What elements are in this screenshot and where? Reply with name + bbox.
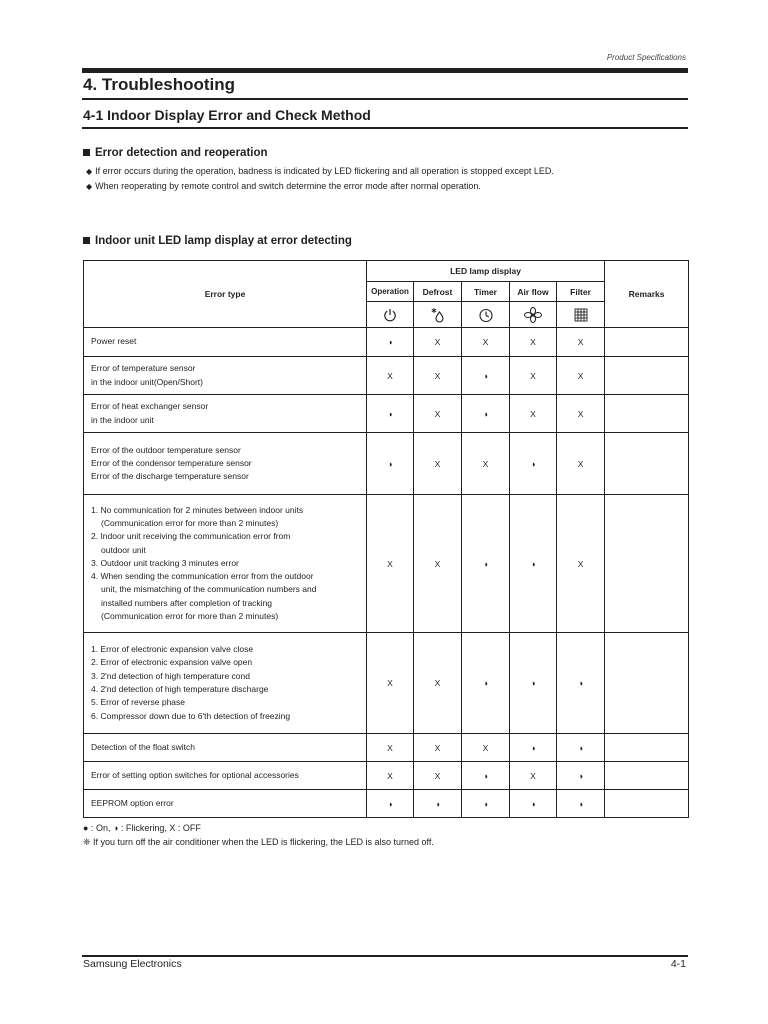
led-state-cell: X	[414, 433, 462, 495]
led-state-cell: X	[414, 328, 462, 357]
fan-icon	[510, 302, 557, 328]
led-state-cell: X	[462, 433, 510, 495]
error-type-line: Error of setting option switches for optional accessories	[91, 769, 299, 780]
table-row	[84, 495, 689, 633]
error-type-cell	[84, 790, 367, 818]
error-type-line: installed numbers after completion of tracking	[101, 597, 273, 608]
error-type-line: EEPROM option error	[91, 797, 174, 808]
col-remarks: Remarks	[605, 261, 689, 328]
led-state-cell: X	[367, 357, 414, 395]
error-type-line: in the indoor unit	[91, 414, 154, 425]
error-type-cell	[84, 762, 367, 790]
led-state-cell: X	[510, 328, 557, 357]
footer-rule	[82, 955, 688, 957]
led-state-cell: X	[557, 495, 605, 633]
led-state-cell: X	[557, 395, 605, 433]
table-row	[84, 633, 689, 734]
remarks-cell	[605, 762, 689, 790]
error-type-line: outdoor unit	[101, 544, 146, 555]
led-state-cell: ◑	[414, 790, 462, 818]
page-title: 4. Troubleshooting	[83, 75, 236, 94]
error-type-line: Error of heat exchanger sensor	[91, 401, 209, 412]
led-state-cell: X	[414, 495, 462, 633]
col-airflow: Air flow	[510, 282, 557, 302]
error-type-line: 2. Indoor unit receiving the communication error from	[91, 531, 291, 542]
table-row	[84, 790, 689, 818]
table-row	[84, 328, 689, 357]
led-state-cell: X	[557, 357, 605, 395]
diamond-bullet-icon: ◆	[86, 167, 93, 176]
led-state-cell: ◑	[510, 734, 557, 762]
led-state-cell: ◑	[462, 633, 510, 734]
error-type-cell	[84, 395, 367, 433]
led-state-cell: X	[367, 633, 414, 734]
note: ❈ If you turn off the air conditioner when the LED is flickering, the LED is also turned off.	[83, 837, 434, 847]
table-row	[84, 433, 689, 495]
section-rule	[82, 127, 688, 129]
led-state-cell: X	[510, 357, 557, 395]
error-type-line: Error of the outdoor temperature sensor	[91, 444, 241, 455]
bullet-item: ◆ If error occurs during the operation, badness is indicated by LED flickering and all operation is stopped except LED.	[86, 166, 554, 176]
error-type-line: in the indoor unit(Open/Short)	[91, 376, 203, 387]
error-type-cell	[84, 734, 367, 762]
error-type-line: Error of temperature sensor	[91, 363, 196, 374]
led-state-cell: ◑	[462, 395, 510, 433]
error-type-line: Error of the discharge temperature sensor	[91, 471, 249, 482]
led-state-cell: ◑	[462, 495, 510, 633]
col-filter: Filter	[557, 282, 605, 302]
error-type-line: 4. 2'nd detection of high temperature discharge	[91, 684, 269, 694]
header-label: Product Specifications	[606, 53, 686, 62]
error-type-line: Error of the condensor temperature sensor	[91, 457, 252, 468]
section2-heading: Indoor unit LED lamp display at error detecting	[83, 235, 352, 247]
remarks-cell	[605, 633, 689, 734]
defrost-icon	[414, 302, 462, 328]
col-error-type: Error type	[84, 261, 367, 328]
led-state-cell: X	[557, 433, 605, 495]
error-type-line: 4. When sending the communication error from the outdoor	[91, 571, 314, 582]
remarks-cell	[605, 495, 689, 633]
led-state-cell: ◑	[557, 762, 605, 790]
led-state-cell: ◑	[510, 790, 557, 818]
led-state-cell: ◑	[557, 633, 605, 734]
error-type-line: 1. Error of electronic expansion valve close	[91, 644, 254, 655]
remarks-cell	[605, 395, 689, 433]
error-type-line: 3. Outdoor unit tracking 3 minutes error	[91, 557, 239, 568]
table-row	[84, 395, 689, 433]
led-state-cell: X	[414, 357, 462, 395]
footer-page-number: 4-1	[670, 958, 686, 970]
led-state-cell: ◑	[367, 790, 414, 818]
col-operation: Operation	[367, 282, 414, 302]
led-state-cell: ◑	[510, 433, 557, 495]
led-state-cell: X	[510, 762, 557, 790]
remarks-cell	[605, 328, 689, 357]
led-state-cell: ◑	[557, 790, 605, 818]
legend: ● : On, ◑ : Flickering, X : OFF	[83, 823, 201, 833]
diamond-bullet-icon: ◆	[86, 182, 93, 191]
timer-icon	[462, 302, 510, 328]
led-state-cell: X	[367, 495, 414, 633]
filter-icon	[557, 302, 605, 328]
error-type-cell	[84, 633, 367, 734]
remarks-cell	[605, 734, 689, 762]
error-type-line: 1. No communication for 2 minutes between indoor units	[91, 504, 304, 515]
error-type-line: 2. Error of electronic expansion valve open	[91, 657, 253, 668]
led-state-cell: X	[414, 633, 462, 734]
power-icon	[367, 302, 414, 328]
table-row	[84, 762, 689, 790]
led-state-cell: ◑	[462, 790, 510, 818]
error-type-cell	[84, 328, 367, 357]
remarks-cell	[605, 433, 689, 495]
error-table	[83, 260, 689, 818]
error-type-line: 6. Compressor down due to 6'th detection of freezing	[91, 710, 291, 721]
led-state-cell: ◑	[367, 328, 414, 357]
led-state-cell: ◑	[510, 633, 557, 734]
section-title: 4-1 Indoor Display Error and Check Method	[83, 107, 371, 123]
error-type-cell	[84, 357, 367, 395]
error-type-line: 3. 2'nd detection of high temperature cond	[91, 670, 250, 681]
col-timer: Timer	[462, 282, 510, 302]
square-bullet-icon	[83, 149, 90, 156]
led-state-cell: ◑	[510, 495, 557, 633]
led-state-cell: X	[510, 395, 557, 433]
section1-heading: Error detection and reoperation	[83, 147, 268, 159]
title-rule	[82, 98, 688, 100]
led-state-cell: X	[462, 734, 510, 762]
error-type-line: (Communication error for more than 2 minutes)	[101, 517, 279, 528]
led-state-cell: ◑	[367, 433, 414, 495]
error-type-line: unit, the mismatching of the communication numbers and	[101, 584, 317, 595]
error-type-line: 5. Error of reverse phase	[91, 697, 186, 708]
led-state-cell: X	[414, 762, 462, 790]
led-state-cell: X	[414, 395, 462, 433]
led-state-cell: X	[462, 328, 510, 357]
error-type-line: (Communication error for more than 2 minutes)	[101, 611, 279, 622]
table-row	[84, 734, 689, 762]
bullet-item: ◆ When reoperating by remote control and switch determine the error mode after normal operation.	[86, 181, 481, 191]
led-state-cell: ◑	[557, 734, 605, 762]
led-state-cell: X	[367, 734, 414, 762]
col-led-group: LED lamp display	[367, 261, 605, 282]
table-row	[84, 357, 689, 395]
led-state-cell: ◑	[462, 762, 510, 790]
error-type-cell	[84, 433, 367, 495]
led-state-cell: X	[414, 734, 462, 762]
led-state-cell: X	[557, 328, 605, 357]
remarks-cell	[605, 790, 689, 818]
led-state-cell: X	[367, 762, 414, 790]
col-defrost: Defrost	[414, 282, 462, 302]
error-type-line: Power reset	[91, 336, 137, 347]
error-type-cell	[84, 495, 367, 633]
square-bullet-icon	[83, 237, 90, 244]
led-state-cell: ◑	[367, 395, 414, 433]
footer-company: Samsung Electronics	[83, 958, 182, 970]
led-state-cell: ◑	[462, 357, 510, 395]
error-type-line: Detection of the float switch	[91, 741, 195, 752]
header-rule	[82, 68, 688, 73]
remarks-cell	[605, 357, 689, 395]
